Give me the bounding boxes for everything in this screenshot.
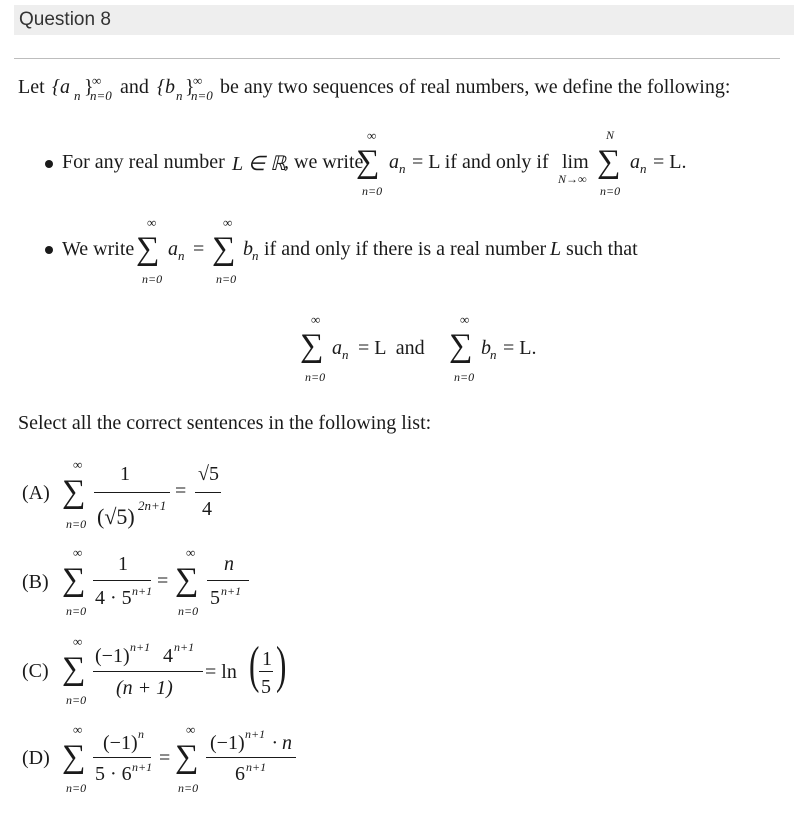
disp-a: a bbox=[332, 337, 342, 359]
b1-sigma: ∑ bbox=[356, 144, 380, 180]
b1-a2: a bbox=[630, 151, 640, 173]
option-c-lhs-num: (−1) bbox=[95, 645, 130, 667]
option-d-sum2-sub: n=0 bbox=[178, 781, 199, 795]
option-a-lhs-num: 1 bbox=[120, 463, 130, 485]
disp-sum1-sub: n=0 bbox=[305, 370, 326, 384]
b1-L: L ∈ ℝ bbox=[232, 153, 287, 175]
seq-a-sub-n0: n=0 bbox=[90, 88, 112, 103]
disp-eq1: = L and bbox=[358, 337, 425, 359]
option-b-label: (B) bbox=[22, 571, 49, 593]
option-c-sum-sup: ∞ bbox=[73, 634, 83, 649]
seq-b-sub-n0: n=0 bbox=[191, 88, 213, 103]
option-b-eq: = bbox=[157, 570, 169, 592]
b2-end: such that bbox=[566, 238, 638, 260]
option-c-paren-open: ( bbox=[249, 637, 260, 694]
b2-mid: if and only if there is a real number bbox=[264, 238, 547, 260]
seq-b-close: } bbox=[185, 76, 195, 98]
b2-eq: = bbox=[193, 238, 205, 260]
option-a-label: (A) bbox=[22, 482, 50, 504]
option-d-sum2-sup: ∞ bbox=[186, 722, 196, 737]
disp-sum2-sup: ∞ bbox=[460, 312, 470, 327]
option-d-rhs-num-exp: n+1 bbox=[245, 727, 266, 741]
seq-a-sub: n bbox=[74, 88, 81, 103]
option-b-sum2-sup: ∞ bbox=[186, 545, 196, 560]
b2-b: b bbox=[243, 238, 253, 260]
b2-a: a bbox=[168, 238, 178, 260]
option-a-rhs-num: √5 bbox=[198, 463, 219, 485]
b2-b-sub: n bbox=[252, 248, 259, 263]
b1-a: a bbox=[389, 151, 399, 173]
option-a-rhs-den: 4 bbox=[202, 498, 212, 520]
option-b-rhs-num: n bbox=[224, 553, 234, 575]
b2-sigma2: ∑ bbox=[212, 231, 236, 267]
intro-and: and bbox=[120, 76, 149, 98]
option-b-sigma1: ∑ bbox=[62, 562, 86, 598]
seq-a-close: } bbox=[84, 76, 94, 98]
b2-sum2-sup: ∞ bbox=[223, 215, 233, 230]
option-c-rhs-num: 1 bbox=[262, 648, 272, 670]
b2-text: We write bbox=[62, 238, 135, 260]
option-a-eq: = bbox=[175, 480, 187, 502]
option-c-sum-sub: n=0 bbox=[66, 693, 87, 707]
option-c-rhs-den: 5 bbox=[261, 676, 271, 698]
option-b-sum1-sup: ∞ bbox=[73, 545, 83, 560]
option-d-rhs-num: (−1) bbox=[210, 732, 245, 754]
option-c-lhs-num-exp: n+1 bbox=[130, 640, 151, 654]
b2-sum2-sub: n=0 bbox=[216, 272, 237, 286]
option-b-lhs-den-exp: n+1 bbox=[132, 584, 153, 598]
b2-a-sub: n bbox=[178, 248, 185, 263]
option-d-lhs-bar bbox=[93, 757, 151, 758]
option-a-lhs-den: (√5) bbox=[97, 504, 135, 529]
b1-end: = L. bbox=[653, 151, 687, 173]
bullet-dot-1 bbox=[45, 160, 53, 168]
b1-a-sub: n bbox=[399, 161, 406, 176]
option-d-rhs-bar bbox=[206, 757, 296, 758]
disp-sigma2: ∑ bbox=[449, 328, 473, 364]
option-d-rhs-num-tail: · n bbox=[272, 732, 292, 754]
b1-lim-sub: N→∞ bbox=[558, 172, 587, 186]
option-c-lhs-num2: 4 bbox=[163, 645, 173, 667]
seq-b-sup: ∞ bbox=[193, 73, 203, 88]
option-c-lhs-num2-exp: n+1 bbox=[174, 640, 195, 654]
intro-let: Let bbox=[18, 76, 45, 98]
seq-b-sub: n bbox=[176, 88, 183, 103]
seq-b-open: {b bbox=[157, 76, 175, 98]
b2-sum1-sub: n=0 bbox=[142, 272, 163, 286]
question-title: Question 8 bbox=[19, 9, 111, 30]
option-a-sum-sub: n=0 bbox=[66, 517, 87, 531]
bullet-dot-2 bbox=[45, 246, 53, 254]
b1-text: For any real number bbox=[62, 151, 225, 173]
b2-sum1-sup: ∞ bbox=[147, 215, 157, 230]
seq-a-open: {a bbox=[52, 76, 70, 98]
b1-lim: lim bbox=[562, 151, 589, 173]
b2-L: L bbox=[550, 238, 562, 260]
option-d-eq: = bbox=[159, 747, 171, 769]
b1-sum2-sup: N bbox=[606, 128, 615, 142]
question-header bbox=[14, 5, 794, 35]
option-d-sum1-sup: ∞ bbox=[73, 722, 83, 737]
option-c-rhs-bar bbox=[259, 671, 273, 672]
option-d-rhs-den: 6 bbox=[235, 763, 245, 785]
option-a-sigma: ∑ bbox=[62, 474, 86, 510]
option-c-label: (C) bbox=[22, 660, 49, 682]
option-d-lhs-den: 5 · 6 bbox=[95, 763, 132, 785]
prompt-text: Select all the correct sentences in the following list: bbox=[18, 412, 432, 434]
option-c-rhs: = ln bbox=[205, 661, 237, 683]
disp-b-sub: n bbox=[490, 347, 497, 362]
option-b-lhs-num: 1 bbox=[118, 553, 128, 575]
intro-rest: be any two sequences of real numbers, we define the following: bbox=[220, 76, 731, 98]
option-a-rhs-bar bbox=[195, 492, 221, 493]
option-b-lhs-bar bbox=[93, 580, 151, 581]
option-b-rhs-den-exp: n+1 bbox=[221, 584, 242, 598]
option-b-rhs-bar bbox=[207, 580, 249, 581]
b1-sum-sub: n=0 bbox=[362, 184, 383, 198]
option-c-lhs-den: (n + 1) bbox=[116, 677, 173, 699]
option-a-sum-sup: ∞ bbox=[73, 457, 83, 472]
b1-write: , we write bbox=[284, 151, 364, 173]
option-d-rhs-den-exp: n+1 bbox=[246, 760, 267, 774]
option-c-lhs-bar bbox=[93, 671, 203, 672]
option-b-lhs-den: 4 · 5 bbox=[95, 587, 132, 609]
option-c-sigma: ∑ bbox=[62, 651, 86, 687]
option-c-paren-close: ) bbox=[276, 637, 287, 694]
option-b-sum1-sub: n=0 bbox=[66, 604, 87, 618]
option-d-sum1-sub: n=0 bbox=[66, 781, 87, 795]
option-d-sigma2: ∑ bbox=[175, 739, 199, 775]
disp-eq2: = L. bbox=[503, 337, 537, 359]
disp-sum1-sup: ∞ bbox=[311, 312, 321, 327]
seq-a-sup: ∞ bbox=[92, 73, 102, 88]
disp-sigma1: ∑ bbox=[300, 328, 324, 364]
b1-a2-sub: n bbox=[640, 161, 647, 176]
option-b-sum2-sub: n=0 bbox=[178, 604, 199, 618]
disp-a-sub: n bbox=[342, 347, 349, 362]
option-a-lhs-den-exp: 2n+1 bbox=[138, 498, 167, 513]
b1-sum-sup: ∞ bbox=[367, 128, 377, 143]
b1-sigma2: ∑ bbox=[597, 144, 621, 180]
option-d-lhs-num-exp: n bbox=[138, 727, 144, 741]
b2-sigma1: ∑ bbox=[136, 231, 160, 267]
b1-eq: = L if and only if bbox=[412, 151, 549, 173]
option-d-lhs-den-exp: n+1 bbox=[132, 760, 153, 774]
disp-sum2-sub: n=0 bbox=[454, 370, 475, 384]
option-d-label: (D) bbox=[22, 747, 50, 769]
option-d-sigma1: ∑ bbox=[62, 739, 86, 775]
option-b-rhs-den: 5 bbox=[210, 587, 220, 609]
option-a-lhs-bar bbox=[94, 492, 170, 493]
b1-sum2-sub: n=0 bbox=[600, 184, 621, 198]
option-b-sigma2: ∑ bbox=[175, 562, 199, 598]
option-d-lhs-num: (−1) bbox=[103, 732, 138, 754]
divider bbox=[14, 58, 780, 59]
disp-b: b bbox=[481, 337, 491, 359]
